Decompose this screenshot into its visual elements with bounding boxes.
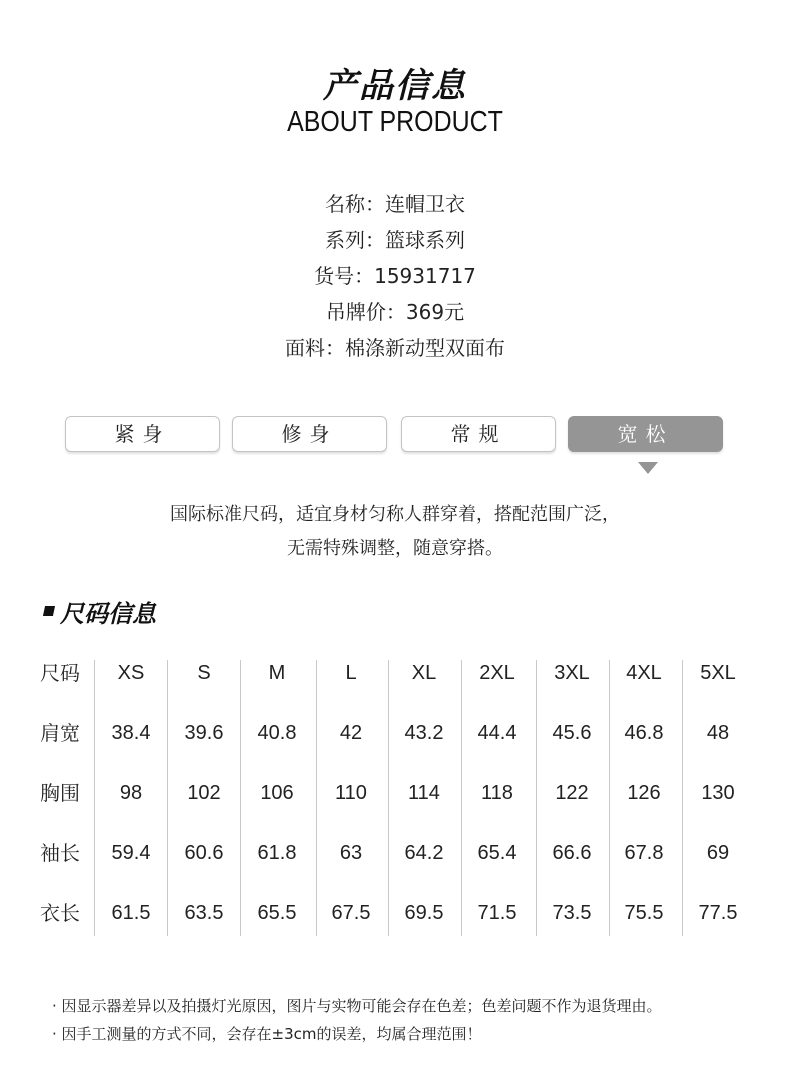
size-table-cell: 77.5 [698,902,738,924]
size-info-heading [44,594,156,628]
fit-option-slim[interactable]: 修身 [232,416,387,452]
size-table-cell: 73.5 [552,902,592,924]
size-table-cell: 98 [119,782,143,804]
size-table-cell: 38.4 [111,722,151,744]
page-title-cn: 产品信息 [323,66,467,106]
note-measurement-error: · 因手工测量的方式不同，会存在±3cm的误差，均属合理范围！ [52,1025,482,1043]
size-table-header-cell: 2XL [479,662,515,684]
fit-selector [65,416,725,454]
size-table-header-cell: 5XL [700,662,736,684]
size-table-header-cell: 4XL [626,662,662,684]
size-info-heading-text: 尺码信息 [60,599,156,628]
column-divider [240,660,241,936]
size-table-header-cell: 3XL [554,662,590,684]
info-price: 吊牌价：369元 [325,300,465,324]
size-table-header-cell: S [197,662,211,684]
column-divider [388,660,389,936]
size-table-cell: 63.5 [184,902,224,924]
fit-option-tight[interactable]: 紧身 [65,416,220,452]
size-table-cell: 114 [408,782,440,804]
size-table-cell: 42 [339,722,363,744]
column-divider [167,660,168,936]
size-table-cell: 67.8 [624,842,664,864]
size-table-cell: 66.6 [552,842,592,864]
size-table-cell: 102 [187,782,221,804]
size-table-cell: 75.5 [624,902,664,924]
fit-option-regular[interactable]: 常规 [401,416,556,452]
square-bullet-icon [43,606,55,616]
size-table-cell: 67.5 [331,902,371,924]
size-table-cell: 110 [335,782,367,804]
info-series: 系列：篮球系列 [325,228,465,252]
size-table-cell: 39.6 [184,722,224,744]
size-table-header-cell: XL [411,662,437,684]
size-table-cell: 40.8 [257,722,297,744]
page-title-en: ABOUT PRODUCT [287,106,503,138]
size-table-cell: 63 [339,842,363,864]
column-divider [536,660,537,936]
info-item-number: 货号：15931717 [314,264,476,288]
size-table-cell: 46.8 [624,722,664,744]
size-table-cell: 130 [701,782,735,804]
size-table-cell: 71.5 [477,902,517,924]
fit-description-line-2: 无需特殊调整，随意穿搭。 [287,538,503,559]
size-table-row-label: 胸围 [40,781,80,805]
column-divider [461,660,462,936]
fit-indicator-arrow-icon [638,462,658,474]
fit-option-loose[interactable]: 宽松 [568,416,723,452]
size-table-row-label: 袖长 [40,841,80,865]
size-table-header-cell: XS [117,662,145,684]
size-table-cell: 43.2 [404,722,444,744]
notes [52,992,662,1048]
size-table-cell: 44.4 [477,722,517,744]
size-table-cell: 122 [555,782,589,804]
size-table-cell: 60.6 [184,842,224,864]
fit-description-line-1: 国际标准尺码，适宜身材匀称人群穿着，搭配范围广泛， [170,504,620,525]
size-table-cell: 106 [260,782,294,804]
size-table-cell: 64.2 [404,842,444,864]
size-table-cell: 61.5 [111,902,151,924]
size-table-header-label: 尺码 [40,661,80,685]
size-table-row-label: 肩宽 [40,721,80,745]
size-table-cell: 59.4 [111,842,151,864]
size-table-cell: 126 [627,782,661,804]
column-divider [682,660,683,936]
info-name: 名称：连帽卫衣 [325,192,465,216]
column-divider [316,660,317,936]
fit-description [0,498,790,566]
product-info [0,186,790,366]
column-divider [94,660,95,936]
size-table-cell: 48 [706,722,730,744]
size-table-cell: 69 [706,842,730,864]
size-table-cell: 118 [481,782,513,804]
size-table-cell: 61.8 [257,842,297,864]
size-table-header-cell: L [345,662,357,684]
size-table-cell: 65.4 [477,842,517,864]
info-fabric: 面料：棉涤新动型双面布 [285,336,505,360]
size-table-cell: 65.5 [257,902,297,924]
size-table-cell: 45.6 [552,722,592,744]
size-table-header-cell: M [268,662,286,684]
column-divider [609,660,610,936]
size-table-row-label: 衣长 [40,901,80,925]
size-table-cell: 69.5 [404,902,444,924]
note-color-difference: · 因显示器差异以及拍摄灯光原因，图片与实物可能会存在色差；色差问题不作为退货理由。 [52,997,662,1015]
